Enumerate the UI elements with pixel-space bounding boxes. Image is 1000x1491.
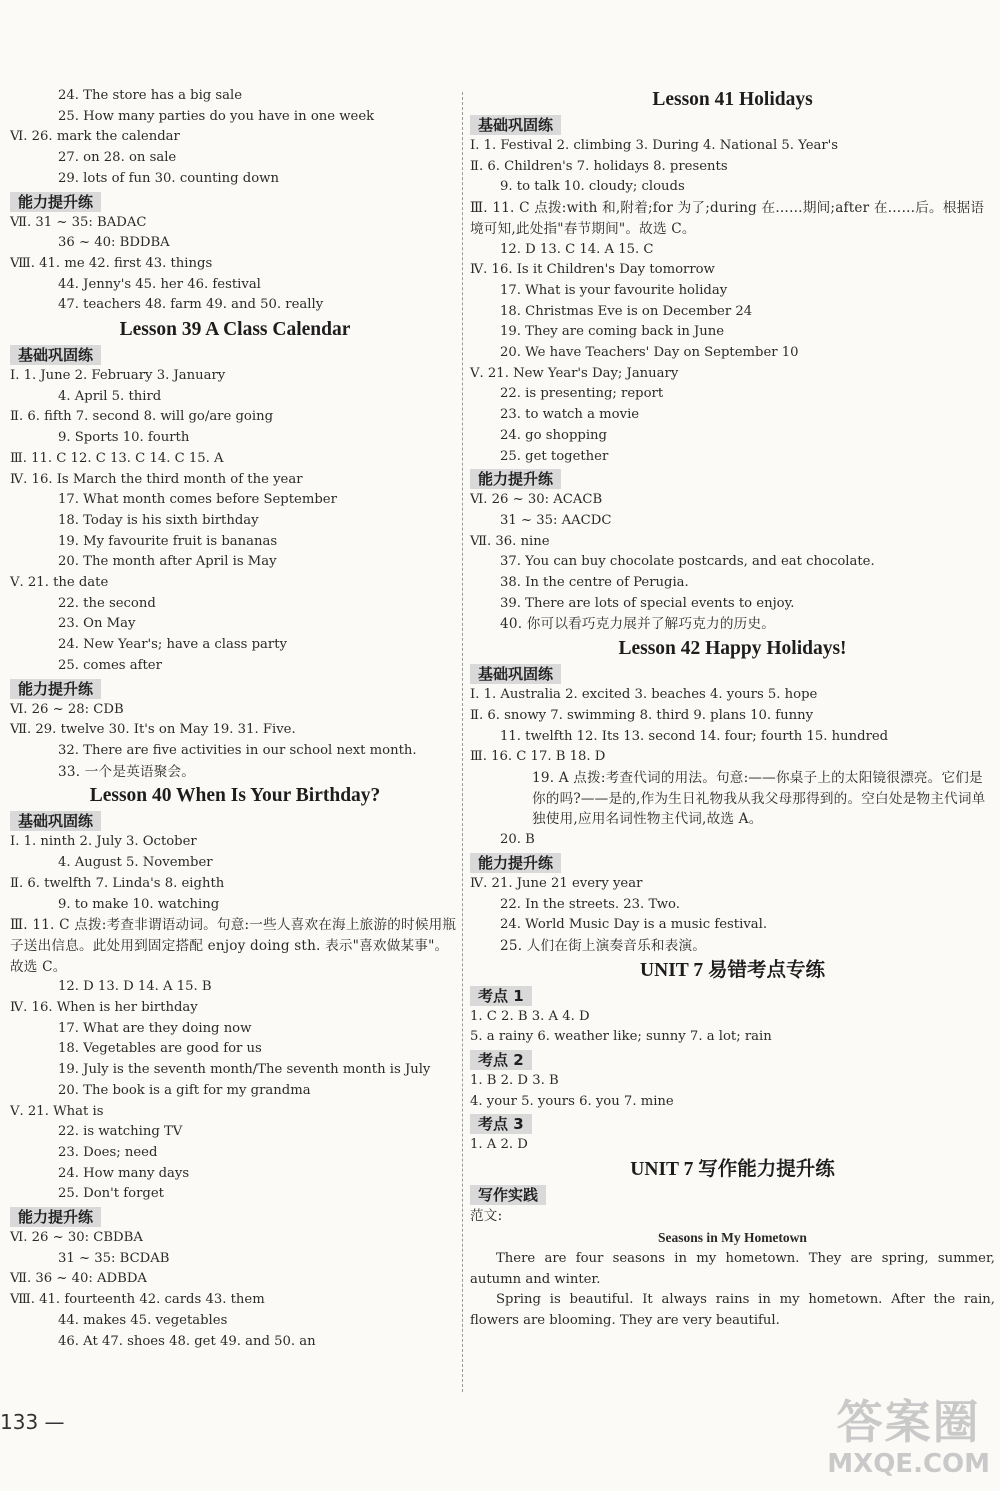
answer-line: Ⅷ. 41. fourteenth 42. cards 43. them [10,1292,265,1308]
answer-line: Ⅳ. 21. June 21 every year [470,875,643,891]
section-tag-row [10,343,460,366]
section-tag: 能力提升练 [10,1207,101,1227]
section-tag-row [470,984,995,1007]
section-tag: 能力提升练 [10,192,101,212]
answer-line: 23. to watch a movie [500,407,640,423]
essay-paragraph: Spring is beautiful. It always rains in my hometown. After the rain, flowers are blooming. They are very beautiful. [470,1292,995,1328]
answer-line: Ⅷ. 41. me 42. first 43. things [10,255,213,271]
answer-line: 18. Today is his sixth birthday [58,512,259,528]
answer-line: Ⅵ. 26 ~ 30: ACACB [470,492,603,508]
section-title: UNIT 7 写作能力提升练 [630,1159,835,1181]
section-title: Lesson 42 Happy Holidays! [618,638,847,660]
answer-line: 17. What are they doing now [58,1020,252,1036]
answer-line: 31 ~ 35: BCDAB [58,1250,170,1266]
answer-line: 19. My favourite fruit is bananas [58,533,278,549]
section-tag-row [470,1048,995,1071]
section-title: Lesson 41 Holidays [652,89,813,110]
answer-line: 18. Vegetables are good for us [58,1041,262,1057]
answer-line: 19. A 点拨:考查代词的用法。句意:——你桌子上的太阳镜很漂亮。它们是你的吗?——是的,作为生日礼物我从我父母那得到的。空白处是物主代词单独使用,应用名词性物主代词,故选 A。 [532,769,986,828]
answer-line: Ⅳ. 16. Is March the third month of the year [10,471,303,487]
answer-line: 47. teachers 48. farm 49. and 50. really [58,297,324,313]
answer-line: 19. July is the seventh month/The seventh month is July [58,1062,431,1078]
answer-line: 12. D 13. C 14. A 15. C [500,241,654,257]
section-tag: 基础巩固练 [10,345,101,365]
section-tag-row [470,1112,995,1135]
page-number: 133 — [0,1410,65,1434]
answer-line: 44. makes 45. vegetables [58,1312,228,1328]
section-tag-row [10,1205,460,1228]
answer-line: Ⅳ. 16. When is her birthday [10,1000,198,1016]
answer-line: 39. There are lots of special events to enjoy. [500,595,795,611]
answer-line: Ⅶ. 36. nine [470,533,550,549]
answer-line: Ⅵ. 26 ~ 28: CDB [10,701,124,717]
answer-line: 27. on 28. on sale [58,150,177,166]
answer-line: 32. There are five activities in our school next month. [58,742,417,758]
section-tag: 能力提升练 [470,469,561,489]
answer-line: 24. World Music Day is a music festival. [500,917,768,933]
answer-line: Ⅱ. 6. snowy 7. swimming 8. third 9. plans 10. funny [470,707,814,723]
answer-line: Ⅴ. 21. the date [10,575,109,591]
answer-line: Ⅲ. 11. C 点拨:考查非谓语动词。句意:一些人喜欢在海上旅游的时候用瓶子送出信息。此处用到固定搭配 enjoy doing sth. 表示"喜欢做某事"。故选 C。 [10,917,457,975]
answer-line: 17. What month comes before September [58,492,337,508]
answer-line: Ⅴ. 21. What is [10,1103,104,1119]
section-title: Lesson 39 A Class Calendar [119,319,351,341]
answer-line: 9. to make 10. watching [58,896,220,912]
watermark-url: MXQE.COM [827,1449,990,1479]
section-tag-row [470,467,995,490]
section-tag-row [10,190,460,213]
answer-line: Ⅰ. 1. ninth 2. July 3. October [10,834,197,850]
answer-line: Ⅰ. 1. Festival 2. climbing 3. During 4. National 5. Year's [470,138,839,153]
answer-line: Ⅳ. 16. Is it Children's Day tomorrow [470,262,715,278]
answer-line: 20. We have Teachers' Day on September 10 [500,345,799,361]
answer-line: 38. In the centre of Perugia. [500,575,689,591]
answer-line: Ⅶ. 31 ~ 35: BADAC [10,214,147,230]
watermark-logo [827,1395,990,1479]
answer-line: 17. What is your favourite holiday [500,282,728,298]
section-tag-row [10,677,460,700]
section-tag: 能力提升练 [470,853,561,873]
answer-line: 22. In the streets. 23. Two. [500,896,680,912]
answer-line: 40. 你可以看巧克力展并了解巧克力的历史。 [500,616,776,633]
section-tag: 基础巩固练 [10,811,101,831]
section-tag-row [470,851,995,874]
answer-line: 23. Does; need [58,1144,158,1160]
answer-line: 4. April 5. third [58,388,162,404]
section-title: Lesson 40 When Is Your Birthday? [89,785,381,807]
watermark-text: 答案圈 [836,1395,981,1449]
answer-line: 9. to talk 10. cloudy; clouds [500,179,685,195]
answer-line: 24. New Year's; have a class party [58,637,287,653]
section-title: UNIT 7 易错考点专练 [640,959,825,981]
answer-line: 9. Sports 10. fourth [58,430,190,446]
answer-line: Ⅰ. 1. Australia 2. excited 3. beaches 4. yours 5. hope [470,687,818,703]
answer-line: 37. You can buy chocolate postcards, and eat chocolate. [500,554,875,570]
answer-line: Ⅱ. 6. fifth 7. second 8. will go/are going [10,409,274,425]
answer-line: 20. B [500,832,535,848]
essay-title: Seasons in My Hometown [658,1229,807,1245]
answer-line: 44. Jenny's 45. her 46. festival [58,276,261,292]
answer-line: Ⅱ. 6. Children's 7. holidays 8. presents [470,158,728,174]
answer-line: 33. 一个是英语聚会。 [58,763,196,780]
answer-line: 1. B 2. D 3. B [470,1073,559,1089]
answer-line: 11. twelfth 12. Its 13. second 14. four; fourth 15. hundred [500,728,889,744]
section-tag: 基础巩固练 [470,115,561,135]
answer-line: 22. the second [58,595,156,611]
answer-line: 18. Christmas Eve is on December 24 [500,303,753,319]
answer-line: 19. They are coming back in June [500,324,725,340]
section-tag-row [470,113,995,136]
section-tag: 考点 2 [470,1050,532,1070]
answer-line: 25. get together [500,448,609,464]
answer-line: 24. How many days [58,1165,190,1181]
answer-line: 22. is watching TV [58,1124,183,1140]
answer-line: 29. lots of fun 30. counting down [58,170,279,186]
right-column [470,86,995,1332]
answer-line: Ⅱ. 6. twelfth 7. Linda's 8. eighth [10,875,225,891]
answer-line: 4. your 5. yours 6. you 7. mine [470,1093,674,1109]
answer-line: 25. comes after [58,657,162,673]
answer-line: Ⅶ. 36 ~ 40: ADBDA [10,1271,147,1287]
section-tag-row [470,662,995,685]
answer-line: 1. A 2. D [470,1137,528,1153]
section-tag-row [470,1183,995,1206]
answer-line: 范文: [470,1208,503,1225]
answer-line: Ⅲ. 11. C 12. C 13. C 14. C 15. A [10,450,224,466]
section-tag-row [10,809,460,832]
essay-paragraph: There are four seasons in my hometown. They are spring, summer, autumn and winter. [470,1250,995,1287]
answer-line: 20. The month after April is May [58,554,277,570]
section-tag: 基础巩固练 [470,664,561,684]
answer-line: Ⅵ. 26 ~ 30: CBDBA [10,1230,143,1246]
answer-line: 25. 人们在街上演奏音乐和表演。 [500,937,707,954]
answer-line: Ⅵ. 26. mark the calendar [10,129,180,145]
answer-line: Ⅲ. 16. C 17. B 18. D [470,749,606,765]
answer-line: Ⅰ. 1. June 2. February 3. January [10,368,226,384]
answer-line: 20. The book is a gift for my grandma [58,1082,311,1098]
answer-line: 46. At 47. shoes 48. get 49. and 50. an [58,1333,316,1349]
answer-line: 23. On May [58,616,136,632]
section-tag: 写作实践 [470,1185,546,1205]
answer-line: Ⅶ. 29. twelve 30. It's on May 19. 31. Five. [10,722,296,738]
answer-line: 1. C 2. B 3. A 4. D [470,1008,590,1024]
answer-line: 4. August 5. November [58,855,213,871]
answer-line: 5. a rainy 6. weather like; sunny 7. a lot; rain [470,1029,772,1045]
answer-line: 12. D 13. D 14. A 15. B [58,979,212,995]
section-tag: 考点 3 [470,1114,532,1134]
section-tag: 考点 1 [470,986,532,1006]
section-tag: 能力提升练 [10,679,101,699]
answer-line: 24. The store has a big sale [58,88,243,103]
answer-line: 36 ~ 40: BDDBA [58,235,170,251]
answer-line: 31 ~ 35: AACDC [500,512,612,528]
answer-line: 25. Don't forget [58,1186,164,1202]
answer-line: 22. is presenting; report [500,386,664,402]
column-divider [462,92,463,1392]
answer-line: 24. go shopping [500,427,607,443]
answer-line: Ⅴ. 21. New Year's Day; January [470,365,679,381]
answer-line: 25. How many parties do you have in one week [58,108,375,124]
answer-line: Ⅲ. 11. C 点拨:with 和,附着;for 为了;during 在……期间;after 在……后。根据语境可知,此处指"春节期间"。故选 C。 [470,200,985,237]
left-column [10,86,460,1352]
